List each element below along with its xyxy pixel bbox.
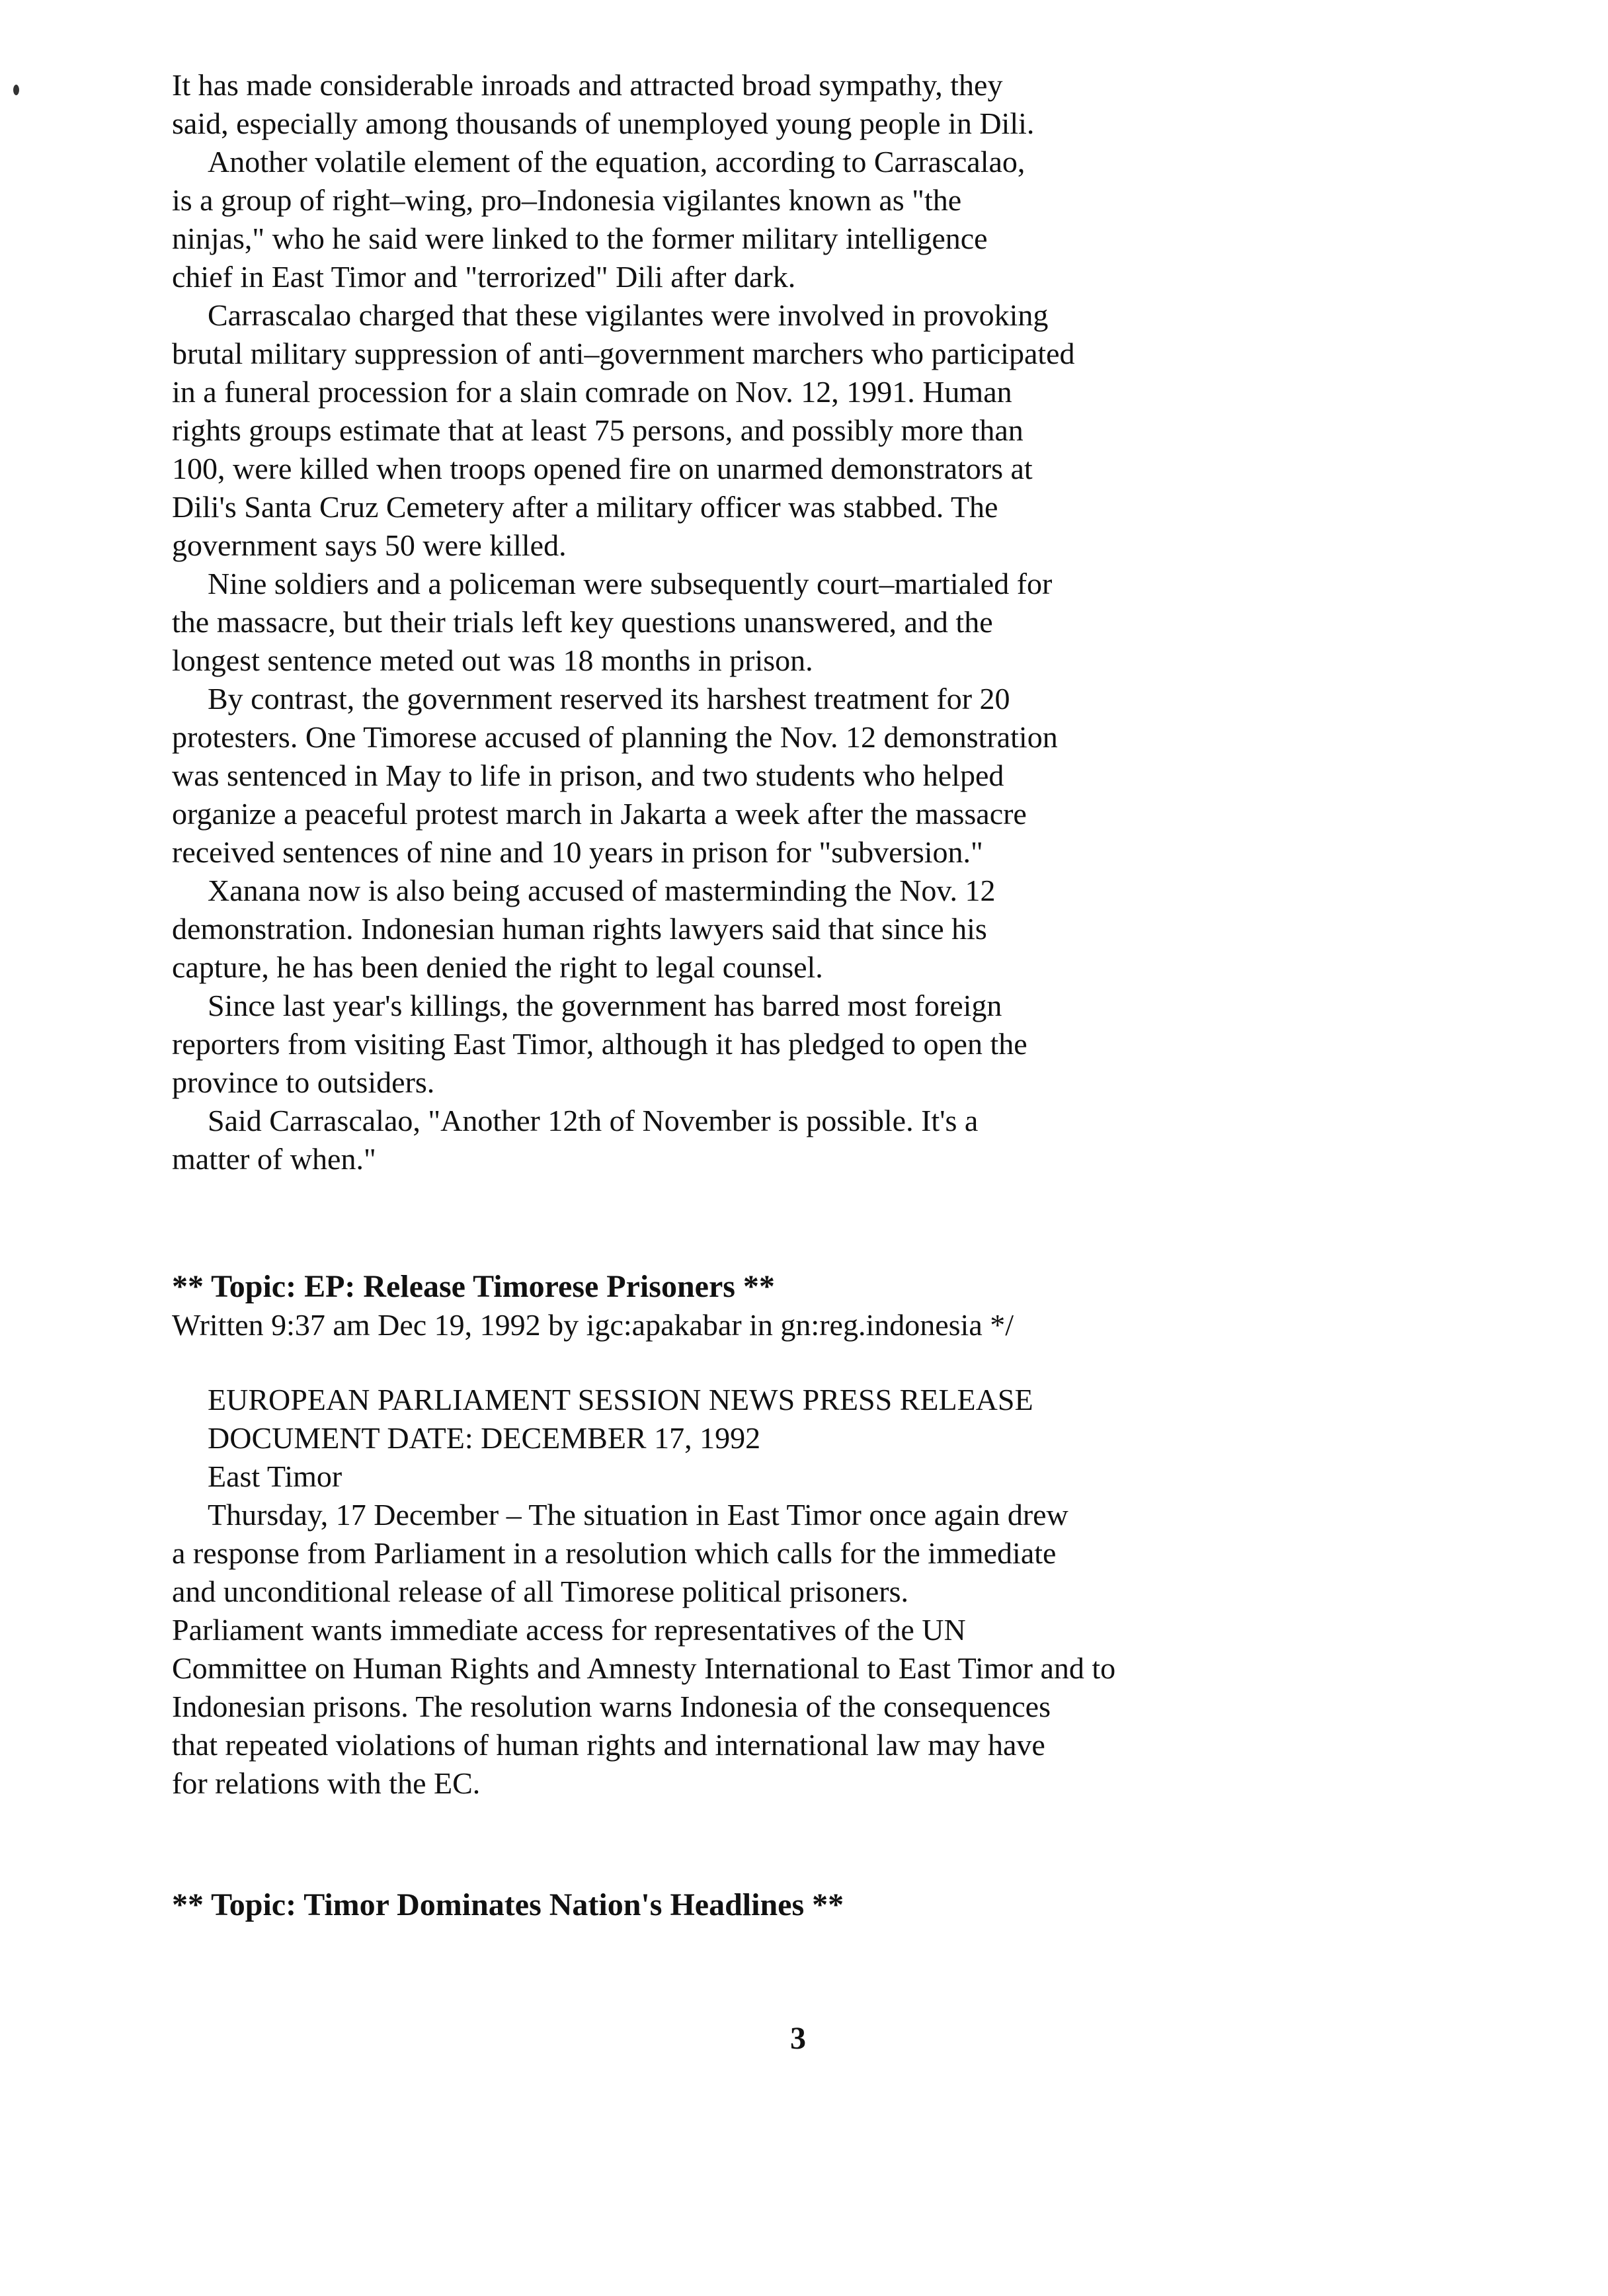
article-line: By contrast, the government reserved its harshest treatment for 20: [208, 682, 1010, 716]
press-release-body: [172, 1381, 1256, 1803]
article-line: reporters from visiting East Timor, although it has pledged to open the: [172, 1027, 1027, 1061]
article-line: ninjas," who he said were linked to the former military intelligence: [172, 222, 988, 255]
article-line: the massacre, but their trials left key questions unanswered, and the: [172, 605, 993, 639]
article-line: Another volatile element of the equation, according to Carrascalao,: [208, 145, 1025, 179]
article-line: Nine soldiers and a policeman were subsequently court–martialed for: [208, 567, 1053, 600]
scan-speck: [13, 85, 19, 95]
article-line: province to outsiders.: [172, 1065, 435, 1099]
article-line: matter of when.": [172, 1142, 376, 1176]
press-release-line: a response from Parliament in a resolution which calls for the immediate: [172, 1536, 1057, 1570]
article-line: Said Carrascalao, "Another 12th of November is possible. It's a: [208, 1104, 979, 1137]
article-line: longest sentence meted out was 18 months in prison.: [172, 643, 813, 677]
article-line: in a funeral procession for a slain comrade on Nov. 12, 1991. Human: [172, 375, 1012, 409]
press-release-line: and unconditional release of all Timorese political prisoners.: [172, 1575, 908, 1608]
article-line: rights groups estimate that at least 75 persons, and possibly more than: [172, 413, 1024, 447]
article-line: chief in East Timor and "terrorized" Dili after dark.: [172, 260, 796, 294]
topic-heading-timor-headlines: ** Topic: Timor Dominates Nation's Headlines **: [172, 1887, 844, 1922]
press-release-line: East Timor: [208, 1459, 342, 1493]
article-line: organize a peaceful protest march in Jakarta a week after the massacre: [172, 797, 1027, 831]
topic-heading-ep-release: ** Topic: EP: Release Timorese Prisoners **: [172, 1269, 775, 1304]
article-line: Xanana now is also being accused of masterminding the Nov. 12: [208, 874, 996, 907]
article-line: is a group of right–wing, pro–Indonesia vigilantes known as "the: [172, 183, 962, 217]
article-line: brutal military suppression of anti–government marchers who participated: [172, 337, 1075, 370]
press-release-line: Indonesian prisons. The resolution warns Indonesia of the consequences: [172, 1690, 1051, 1723]
page-number: 3: [790, 2021, 806, 2056]
press-release-line: Parliament wants immediate access for representatives of the UN: [172, 1613, 966, 1647]
article-line: demonstration. Indonesian human rights lawyers said that since his: [172, 912, 987, 946]
press-release-line: Committee on Human Rights and Amnesty International to East Timor and to: [172, 1651, 1116, 1685]
press-release-line: for relations with the EC.: [172, 1766, 481, 1800]
press-release-line: Thursday, 17 December – The situation in East Timor once again drew: [208, 1498, 1068, 1532]
press-release-line: EUROPEAN PARLIAMENT SESSION NEWS PRESS RELEASE: [208, 1383, 1033, 1416]
article-line: was sentenced in May to life in prison, and two students who helped: [172, 758, 1004, 792]
article-line: Dili's Santa Cruz Cemetery after a military officer was stabbed. The: [172, 490, 998, 524]
article-line: capture, he has been denied the right to legal counsel.: [172, 950, 823, 984]
article-line: Carrascalao charged that these vigilantes were involved in provoking: [208, 298, 1049, 332]
article-line: Since last year's killings, the government has barred most foreign: [208, 989, 1002, 1022]
article-line: 100, were killed when troops opened fire on unarmed demonstrators at: [172, 452, 1033, 485]
article-line: It has made considerable inroads and attracted broad sympathy, they: [172, 68, 1003, 102]
topic-byline: Written 9:37 am Dec 19, 1992 by igc:apakabar in gn:reg.indonesia */: [172, 1308, 1014, 1342]
article-line: protesters. One Timorese accused of planning the Nov. 12 demonstration: [172, 720, 1058, 754]
article-line: said, especially among thousands of unemployed young people in Dili.: [172, 106, 1035, 140]
press-release-line: DOCUMENT DATE: DECEMBER 17, 1992: [208, 1421, 761, 1455]
article-line: received sentences of nine and 10 years in prison for "subversion.": [172, 835, 983, 869]
article-body: [172, 66, 1256, 1178]
article-line: government says 50 were killed.: [172, 528, 567, 562]
press-release-line: that repeated violations of human rights and international law may have: [172, 1728, 1045, 1762]
